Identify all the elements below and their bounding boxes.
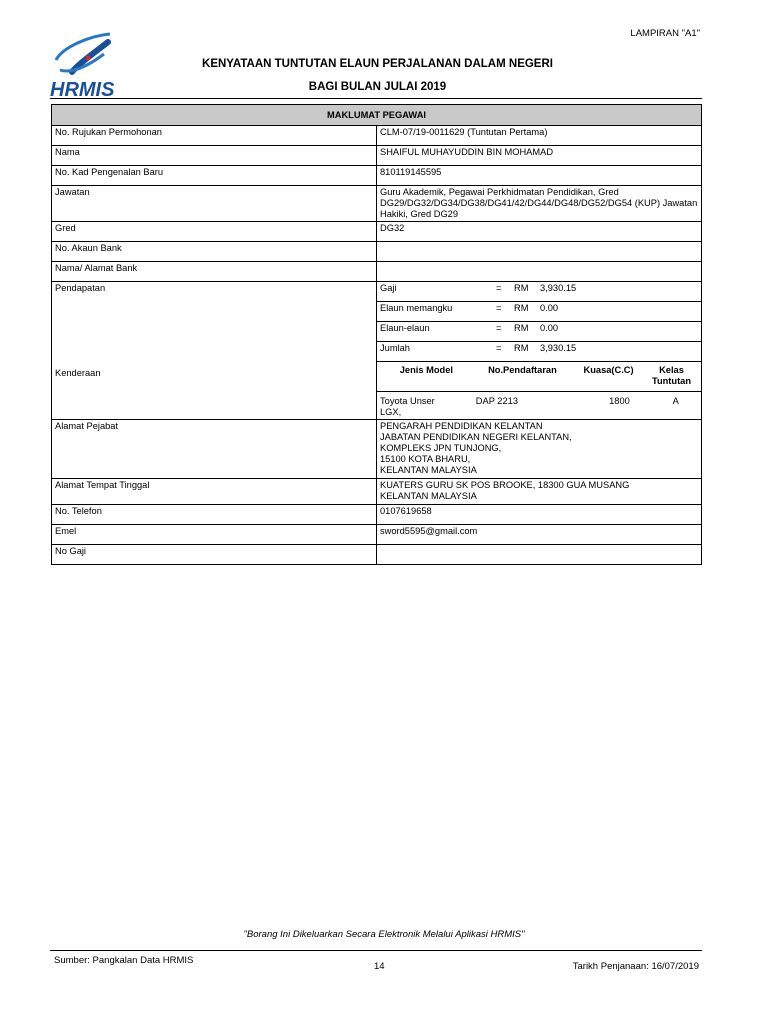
row-label: Alamat Tempat Tinggal [52, 479, 377, 505]
vehicle-row [52, 362, 702, 420]
table-row [52, 126, 702, 146]
pay-amount: 0.00 [540, 303, 559, 313]
document-subtitle: BAGI BULAN JULAI 2019 [308, 81, 447, 93]
row-label: Jawatan [52, 186, 377, 222]
pay-row [52, 302, 702, 322]
pay-label: Jumlah [380, 343, 410, 353]
row-value [377, 545, 702, 565]
currency: RM [514, 283, 529, 293]
hrmis-logo [48, 30, 140, 100]
row-label: Pendapatan [52, 282, 377, 302]
vehicle-class: A [672, 396, 679, 406]
vehicle-header-reg: No.Pendaftaran [488, 365, 557, 375]
svg-text:HRMIS: HRMIS [50, 79, 115, 100]
row-value: KUATERS GURU SK POS BROOKE, 18300 GUA MUSANG KELANTAN MALAYSIA [377, 479, 702, 505]
electronic-form-note: "Borang Ini Dikeluarkan Secara Elektronik Melalui Aplikasi HRMIS" [243, 929, 525, 940]
equals-sign: = [496, 343, 502, 353]
footer-source: Sumber: Pangkalan Data HRMIS [54, 955, 194, 966]
row-label: No. Telefon [52, 505, 377, 525]
vehicle-header-cc: Kuasa(C.C) [583, 365, 634, 375]
table-row [52, 525, 702, 545]
table-row [52, 262, 702, 282]
row-label: Gred [52, 222, 377, 242]
table-row [52, 420, 702, 479]
row-value: Guru Akademik, Pegawai Perkhidmatan Pendidikan, Gred DG29/DG32/DG34/DG38/DG41/42/DG44/DG48/DG52/DG54 (KUP) Jawatan Hakiki, Gred DG29 [377, 186, 702, 222]
vehicle-header-class: Kelas Tuntutan [651, 365, 692, 386]
pay-row [52, 282, 702, 302]
table-row [52, 222, 702, 242]
lampiran-label: LAMPIRAN "A1" [630, 28, 700, 39]
pay-label: Elaun-elaun [380, 323, 430, 333]
currency: RM [514, 303, 529, 313]
table-row [52, 166, 702, 186]
row-value: sword5595@gmail.com [377, 525, 702, 545]
row-value: SHAIFUL MUHAYUDDIN BIN MOHAMAD [377, 146, 702, 166]
pay-row [52, 322, 702, 342]
row-value: DG32 [377, 222, 702, 242]
row-label: Nama [52, 146, 377, 166]
row-value [377, 262, 702, 282]
pay-amount: 3,930.15 [540, 343, 577, 353]
section-header: MAKLUMAT PEGAWAI [52, 105, 702, 126]
table-row [52, 186, 702, 222]
currency: RM [514, 343, 529, 353]
pay-label: Gaji [380, 283, 397, 293]
table-row [52, 146, 702, 166]
row-value [377, 242, 702, 262]
pay-amount: 3,930.15 [540, 283, 577, 293]
pay-row [52, 342, 702, 362]
pay-label: Elaun memangku [380, 303, 453, 313]
page-number: 14 [374, 961, 385, 972]
row-value: CLM-07/19-0011629 (Tuntutan Pertama) [377, 126, 702, 146]
equals-sign: = [496, 283, 502, 293]
generation-date: Tarikh Penjanaan: 16/07/2019 [572, 961, 699, 972]
row-label: Emel [52, 525, 377, 545]
pay-amount: 0.00 [540, 323, 559, 333]
header-divider [50, 98, 702, 99]
document-title: KENYATAAN TUNTUTAN ELAUN PERJALANAN DALAM NEGERI [202, 58, 553, 70]
table-row [52, 479, 702, 505]
vehicle-cc: 1800 [609, 396, 630, 406]
table-row [52, 242, 702, 262]
row-value: 0107619658 [377, 505, 702, 525]
row-label: Nama/ Alamat Bank [52, 262, 377, 282]
row-label: Alamat Pejabat [52, 420, 377, 479]
row-label: Kenderaan [52, 362, 377, 420]
row-label: No. Akaun Bank [52, 242, 377, 262]
vehicle-header-model: Jenis Model [399, 365, 453, 375]
row-value: 810119145595 [377, 166, 702, 186]
row-label: No. Kad Pengenalan Baru [52, 166, 377, 186]
equals-sign: = [496, 323, 502, 333]
officer-info-table [51, 104, 702, 565]
equals-sign: = [496, 303, 502, 313]
table-row [52, 505, 702, 525]
row-label: No. Rujukan Permohonan [52, 126, 377, 146]
footer-divider [50, 950, 702, 951]
vehicle-reg: DAP 2213 [475, 396, 518, 406]
row-value: PENGARAH PENDIDIKAN KELANTAN JABATAN PENDIDIKAN NEGERI KELANTAN, KOMPLEKS JPN TUNJONG, 15100 KOTA BHARU, KELANTAN MALAYSIA [377, 420, 702, 479]
row-label: No Gaji [52, 545, 377, 565]
currency: RM [514, 323, 529, 333]
table-row [52, 545, 702, 565]
vehicle-model: Toyota Unser LGX, [380, 396, 435, 417]
